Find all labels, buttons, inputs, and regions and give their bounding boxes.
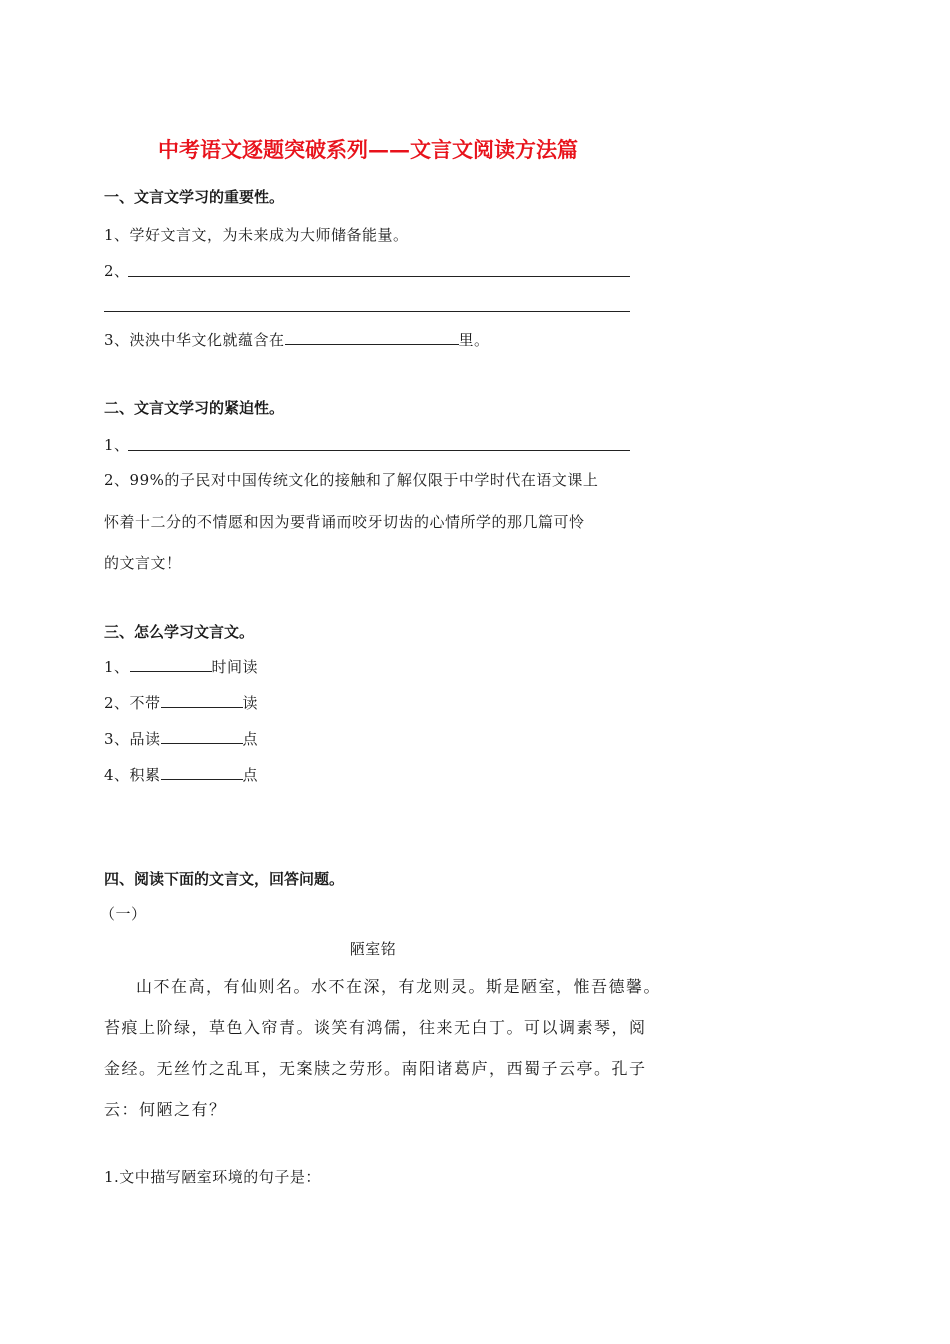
item-text: 2、不带: [104, 694, 161, 712]
passage-line-4: 云：何陋之有？: [104, 1100, 227, 1119]
section-3-item-3: [104, 728, 258, 749]
answer-line: [128, 276, 630, 277]
item-text: 里。: [458, 331, 490, 349]
section-4-heading: 四、阅读下面的文言文，回答问题。: [104, 870, 345, 888]
section-1-item-1: 1、学好文言文，为未来成为大师储备能量。: [104, 226, 409, 244]
section-1-item-2-label: 2、: [104, 262, 130, 280]
section-3-item-1: [104, 656, 258, 677]
item-text: 3、品读: [104, 730, 161, 748]
section-1-item-3: [104, 329, 490, 350]
passage-part-label: （一）: [100, 905, 147, 923]
fill-in-blank: [161, 729, 243, 744]
item-text: 点: [242, 730, 259, 748]
item-text: 读: [242, 694, 259, 712]
answer-line: [128, 450, 630, 451]
item-text: 1、: [104, 658, 130, 676]
page-title: 中考语文逐题突破系列——文言文阅读方法篇: [158, 137, 578, 162]
section-2-item-2-line-3: 的文言文！: [104, 554, 182, 572]
fill-in-blank: [161, 765, 243, 780]
passage-line-1: 山不在高，有仙则名。水不在深，有龙则灵。斯是陋室，惟吾德馨。: [136, 977, 662, 996]
section-3-item-2: [104, 692, 258, 713]
poem-title: 陋室铭: [349, 940, 397, 958]
passage-line-3: 金经。无丝竹之乱耳，无案牍之劳形。南阳诸葛庐，西蜀子云亭。孔子: [104, 1059, 647, 1078]
item-text: 时间读: [211, 658, 259, 676]
section-3-item-4: [104, 764, 258, 785]
passage-line-2: 苔痕上阶绿，草色入帘青。谈笑有鸿儒，往来无白丁。可以调素琴，阅: [104, 1018, 647, 1037]
fill-in-blank: [161, 693, 243, 708]
item-text: 4、积累: [104, 766, 161, 784]
question-1: 1.文中描写陋室环境的句子是：: [104, 1168, 321, 1186]
section-2-item-2-line-2: 怀着十二分的不情愿和因为要背诵而咬牙切齿的心情所学的那几篇可怜: [104, 513, 585, 531]
section-2-item-2-line-1: 2、99%的子民对中国传统文化的接触和了解仅限于中学时代在语文课上: [104, 471, 599, 489]
section-3-heading: 三、怎么学习文言文。: [104, 623, 255, 641]
section-2-heading: 二、文言文学习的紧迫性。: [104, 399, 285, 417]
section-1-heading: 一、文言文学习的重要性。: [104, 188, 285, 206]
fill-in-blank: [285, 330, 459, 345]
item-text: 3、泱泱中华文化就蕴含在: [104, 331, 285, 349]
item-text: 点: [242, 766, 259, 784]
answer-line: [104, 311, 630, 312]
section-2-item-1-label: 1、: [104, 436, 130, 454]
fill-in-blank: [130, 657, 212, 672]
